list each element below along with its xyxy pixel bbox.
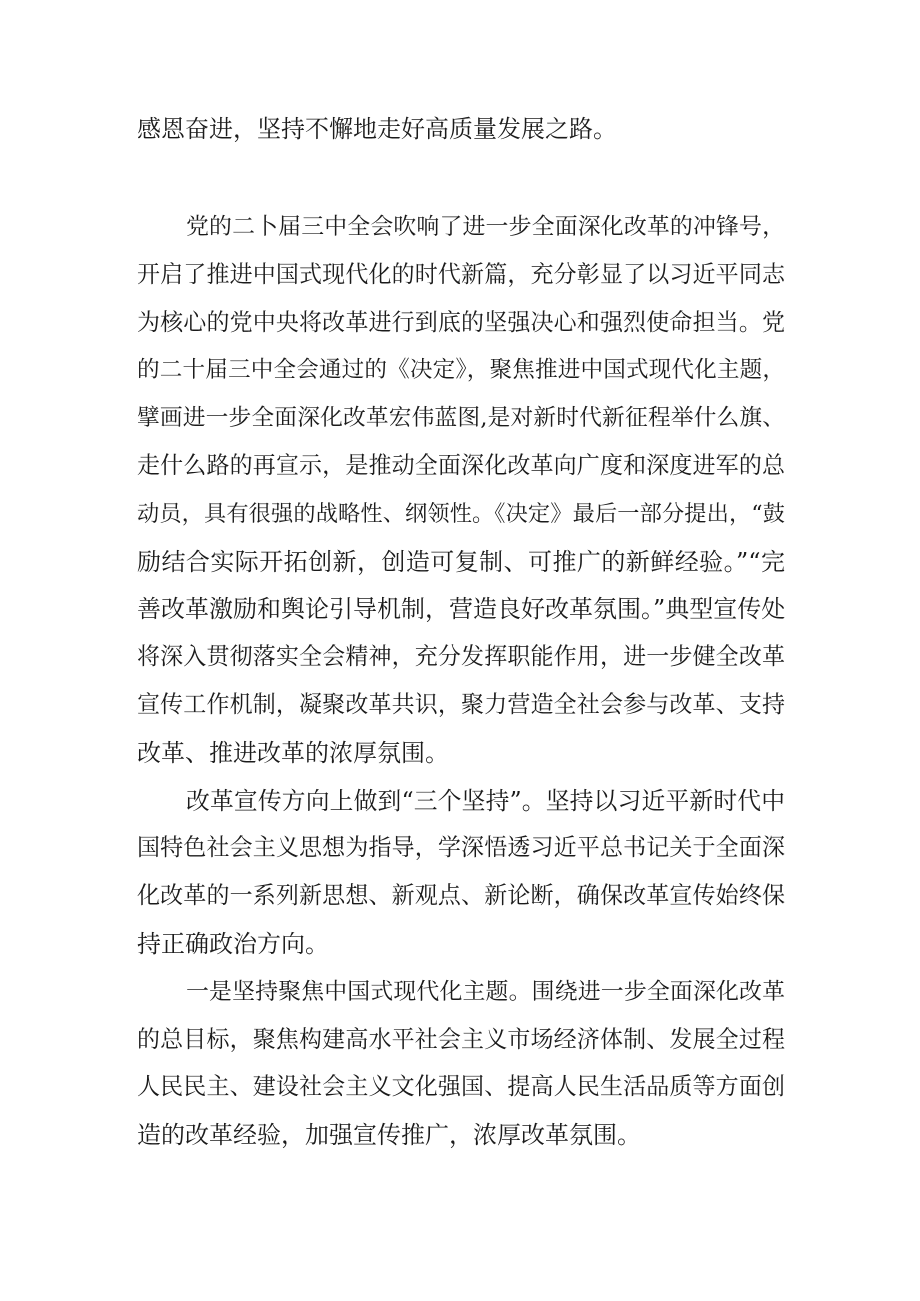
paragraph-line: 将深入贯彻落实全会精神，充分发挥职能作用，进一步健全改革 [137, 644, 785, 671]
paragraph-line: 善改革激励和舆论引导机制，营造良好改革氛围。”典型宣传处 [137, 595, 785, 624]
paragraph-line: 造的改革经验，加强宣传推广，浓厚改革氛围。 [137, 1121, 641, 1150]
paragraph-line: 的总目标，聚焦构建高水平社会主义市场经济体制、发展全过程 [137, 1026, 785, 1053]
paragraph-line: 改革宣传方向上做到“三个坚持”。坚持以习近平新时代中 [186, 786, 785, 815]
paragraph-line: 持正确政治方向。 [137, 929, 329, 958]
paragraph-line: 走什么路的再宣示，是推动全面深化改革向广度和深度进军的总 [137, 452, 785, 479]
paragraph-line: 宣传工作机制，凝聚改革共识，聚力营造全社会参与改革、支持 [137, 691, 785, 718]
paragraph-continuation [137, 106, 785, 154]
paragraph-plenary-session [137, 204, 785, 778]
paragraph-line: 感恩奋进，坚持不懈地走好高质量发展之路。 [137, 115, 617, 143]
paragraph-line: 动员，具有很强的战略性、纲领性。《决定》最后一部分提出，“鼓 [137, 500, 785, 527]
paragraph-three-persistences [137, 778, 785, 969]
paragraph-first-point [137, 969, 785, 1160]
paragraph-line: 擘画进一步全面深化改革宏伟蓝图,是对新时代新征程举什么旗、 [137, 405, 785, 432]
paragraph-line: 人民民主、建设社会主义文化强国、提高人民生活品质等方面创 [137, 1074, 785, 1101]
paragraph-line: 开启了推进中国式现代化的时代新篇，充分彰显了以习近平同志 [137, 261, 785, 288]
paragraph-line: 化改革的一系列新思想、新观点、新论断，确保改革宣传始终保 [137, 883, 785, 910]
paragraph-line: 一是坚持聚焦中国式现代化主题。围绕进一步全面深化改革 [186, 978, 785, 1005]
paragraph-line: 党的二卜届三中全会吹响了进一步全面深化改革的冲锋号， [186, 214, 785, 240]
paragraph-line: 励结合实际开拓创新，创造可复制、可推广的新鲜经验。”“完 [137, 547, 785, 576]
paragraph-line: 改革、推进改革的浓厚氛围。 [137, 738, 449, 767]
document-body [137, 204, 785, 1160]
paragraph-line: 为核心的党中央将改革进行到底的坚强决心和强烈使命担当。党 [137, 309, 785, 336]
paragraph-line: 国特色社会主义思想为指导，学深悟透习近平总书记关于全面深 [137, 835, 785, 862]
paragraph-line: 的二十届三中全会通过的《决定》，聚焦推进中国式现代化主题， [137, 357, 785, 384]
